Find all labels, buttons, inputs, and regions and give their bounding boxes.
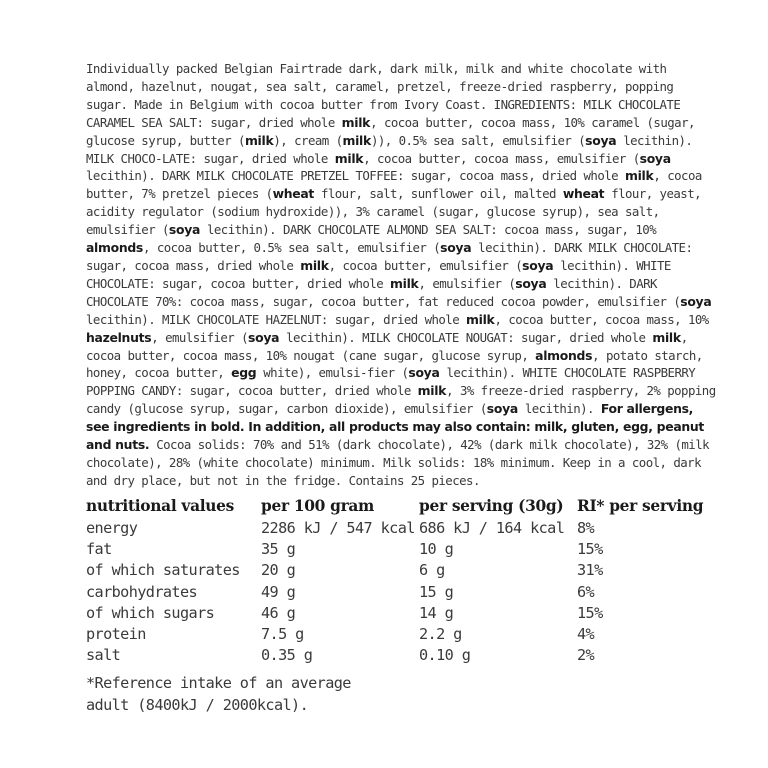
footnote-line: adult (8400kJ / 2000kcal). — [86, 696, 309, 715]
ingredient-text: , cocoa butter, 0.5% sea salt, emulsifier ( — [143, 240, 441, 256]
allergen-text: soya — [515, 275, 547, 291]
ingredient-text: lecithin). MILK CHOCOLATE NOUGAT: sugar, dried whole — [279, 329, 653, 345]
ingredient-text: Cocoa solids: 70% and 51% (dark chocolate), 42% (dark milk chocolate), 32% (milk chocolate), 28% (white chocolate) minimum. Milk solids: 18% minimum. Keep in a cool, dark and dry place, but not in the fridge. Contains 25 pieces. — [86, 437, 710, 488]
allergen-text: almonds — [86, 240, 143, 256]
product-label — [86, 60, 718, 716]
allergen-text: soya — [486, 401, 518, 417]
table-row — [86, 624, 718, 645]
allergen-text: soya — [248, 329, 280, 345]
row-per-serving: 0.10 g — [419, 646, 471, 665]
row-label: carbohydrates — [86, 582, 198, 601]
table-row — [86, 645, 718, 666]
allergen-text: milk — [466, 311, 495, 327]
allergen-text: soya — [168, 222, 201, 238]
nutrition-table — [86, 496, 718, 666]
allergen-text: milk — [417, 383, 447, 399]
row-label: energy — [86, 518, 138, 537]
row-label: of which sugars — [86, 603, 215, 622]
ingredient-text: lecithin). MILK CHOCO-LATE: sugar, dried whole — [86, 132, 693, 166]
row-per-serving: 6 g — [419, 561, 445, 580]
ingredient-text: , 3% freeze-dried raspberry, 2% popping candy (glucose syrup, sugar, carbon dioxide), emulsifier ( — [86, 383, 716, 417]
row-per-serving: 15 g — [419, 582, 454, 601]
ingredient-text: , cocoa butter, 7% pretzel pieces ( — [86, 168, 702, 202]
ingredient-text: flour, salt, sunflower oil, malted — [314, 186, 563, 202]
ingredient-text: , cocoa butter, cocoa mass, emulsifier ( — [363, 150, 640, 166]
table-row — [86, 581, 718, 602]
row-per-100: 2286 kJ / 547 kcal — [261, 518, 415, 537]
header-nutritional-values: nutritional values — [86, 497, 235, 516]
row-per-100: 20 g — [261, 561, 296, 580]
ingredient-text: lecithin). WHITE CHOCOLATE: sugar, cocoa butter, dried whole — [86, 257, 671, 291]
row-per-serving: 14 g — [419, 603, 454, 622]
row-label: salt — [86, 646, 121, 665]
allergen-text: milk — [624, 168, 654, 184]
row-ri: 8% — [577, 518, 595, 537]
ingredient-text: lecithin). MILK CHOCOLATE HAZELNUT: sugar, dried whole — [86, 311, 467, 327]
header-per-100-gram: per 100 gram — [261, 497, 375, 516]
ingredient-text: , cocoa butter, emulsifier ( — [328, 257, 523, 273]
row-per-100: 35 g — [261, 539, 296, 558]
row-per-100: 7.5 g — [261, 625, 304, 644]
allergen-text: soya — [639, 150, 671, 166]
allergen-text: soya — [440, 240, 472, 256]
ingredient-text: , cocoa butter, cocoa mass, 10% — [494, 311, 709, 327]
table-row — [86, 517, 718, 538]
ingredient-text: , emulsifier ( — [151, 329, 249, 345]
row-label: protein — [86, 625, 146, 644]
row-per-100: 0.35 g — [261, 646, 313, 665]
row-ri: 15% — [577, 603, 603, 622]
header-ri-per-serving: RI* per serving — [577, 497, 704, 516]
allergen-text: milk — [341, 114, 371, 130]
allergen-text: almonds — [535, 347, 593, 363]
row-per-100: 49 g — [261, 582, 296, 601]
allergen-text: soya — [585, 132, 617, 148]
row-ri: 6% — [577, 582, 595, 601]
ingredient-text: Individually packed Belgian Fairtrade dark, dark milk, milk and white chocolate with almond, hazelnut, nougat, sea salt, caramel, pretzel, freeze-dried raspberry, popping sugar. Made in Belgium with cocoa butter from Ivory Coast. INGREDIENTS: MILK CHOCOLATE CARAMEL SEA SALT: sugar, dried whole — [86, 61, 681, 130]
allergen-text: hazelnuts — [86, 329, 152, 345]
row-per-serving: 10 g — [419, 539, 454, 558]
ingredient-text: white), emulsi-fier ( — [256, 365, 409, 381]
header-per-serving: per serving (30g) — [419, 497, 564, 516]
ingredient-text: ), cream ( — [273, 132, 343, 148]
allergen-text: soya — [680, 293, 712, 309]
ingredients-text — [86, 60, 718, 490]
row-ri: 4% — [577, 625, 595, 644]
row-ri: 2% — [577, 646, 595, 665]
allergen-text: egg — [231, 365, 257, 381]
ingredient-text: lecithin). WHITE CHOCOLATE RASPBERRY POPPING CANDY: sugar, cocoa butter, dried whole — [86, 365, 696, 399]
ingredient-text: , emulsifier ( — [418, 275, 516, 291]
row-per-serving: 686 kJ / 164 kcal — [419, 518, 565, 537]
ingredient-text: lecithin). DARK MILK CHOCOLATE PRETZEL TOFFEE: sugar, cocoa mass, dried whole — [86, 168, 625, 184]
allergen-text: soya — [522, 257, 554, 273]
footnote-line: *Reference intake of an average — [86, 674, 351, 693]
table-row — [86, 538, 718, 559]
ingredient-text: , cocoa butter, cocoa mass, 10% nougat (cane sugar, glucose syrup, — [86, 329, 688, 363]
row-ri: 31% — [577, 561, 603, 580]
allergen-text: milk — [244, 132, 274, 148]
nutrition-header-row — [86, 496, 718, 517]
ingredient-text: flour, yeast, acidity regulator (sodium hydroxide)), 3% caramel (sugar, glucose syrup), sea salt, emulsifier ( — [86, 186, 702, 238]
table-row — [86, 560, 718, 581]
ingredient-text: lecithin). DARK MILK CHOCOLATE: sugar, cocoa mass, dried whole — [86, 240, 693, 273]
allergen-text: milk — [334, 150, 364, 166]
ingredient-text: , cocoa butter, cocoa mass, 10% caramel (sugar, glucose syrup, butter ( — [86, 114, 695, 148]
allergen-text: soya — [408, 365, 440, 381]
allergen-text: For allergens, see ingredients in bold. In addition, all products may also contain: milk, gluten, egg, peanut and nuts. — [86, 401, 705, 453]
allergen-text: milk — [342, 132, 371, 148]
ingredient-text: lecithin). DARK CHOCOLATE 70%: cocoa mass, sugar, cocoa butter, fat reduced cocoa powder, emulsifier ( — [86, 275, 681, 309]
allergen-text: wheat — [562, 186, 605, 202]
row-per-serving: 2.2 g — [419, 625, 462, 644]
row-per-100: 46 g — [261, 603, 296, 622]
table-row — [86, 602, 718, 623]
allergen-text: wheat — [272, 186, 315, 202]
reference-intake-footnote — [86, 672, 718, 716]
allergen-text: milk — [300, 257, 329, 273]
row-label: of which saturates — [86, 561, 240, 580]
row-label: fat — [86, 539, 112, 558]
ingredient-text: )), 0.5% sea salt, emulsifier ( — [370, 132, 586, 148]
ingredient-text: lecithin). — [517, 401, 601, 417]
row-ri: 15% — [577, 539, 603, 558]
ingredient-text: , potato starch, honey, cocoa butter, — [86, 347, 703, 381]
allergen-text: milk — [390, 275, 419, 291]
allergen-text: milk — [652, 329, 681, 345]
ingredient-text: lecithin). DARK CHOCOLATE ALMOND SEA SALT: cocoa mass, sugar, 10% — [200, 222, 657, 238]
